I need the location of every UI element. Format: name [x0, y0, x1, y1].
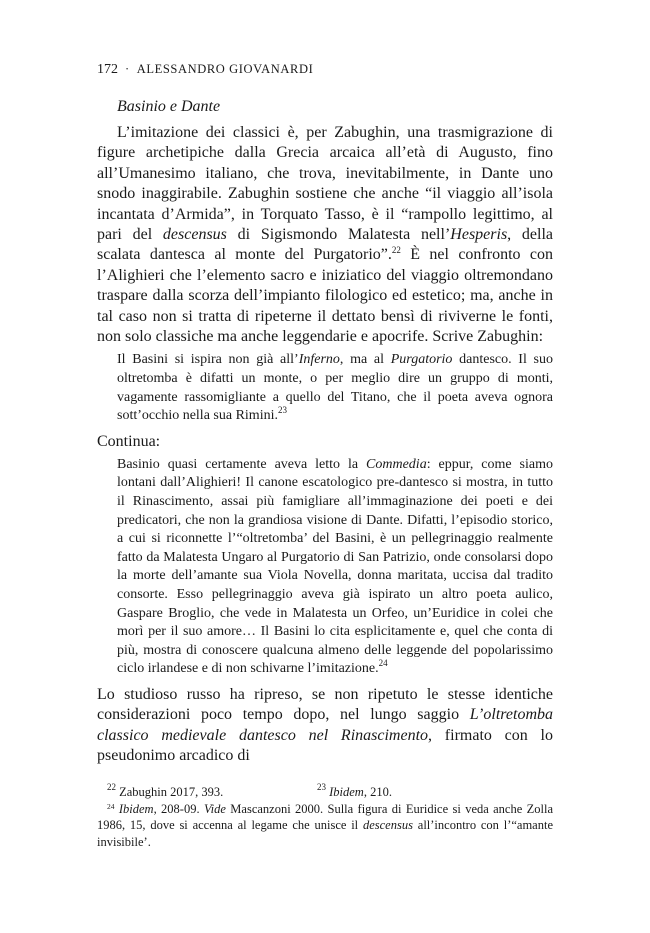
- footnote-row: [97, 784, 553, 801]
- footnote-23: [307, 784, 517, 801]
- text-run: di Sigismondo Malatesta nell’: [226, 226, 451, 244]
- text-run: dantesco. Il suo oltretomba è difatti un monte, o per meglio dire un gruppo di monti, vagamente rassomigliante a quello del Titano, che il poeta aveva ognora sott’occhio nella sua Rimini.: [117, 352, 553, 424]
- italic-term: Ibidem: [118, 801, 154, 816]
- footnote-24: [97, 801, 553, 851]
- italic-term: Vide: [203, 801, 226, 816]
- page-number: 172: [97, 62, 118, 77]
- body-text: [97, 97, 553, 767]
- text-run: Lo studioso russo ha ripreso, se non ripetuto le stesse identiche considerazioni poco tempo dopo, nel lungo saggio: [97, 685, 553, 724]
- text-run: L’imitazione dei classici è, per Zabughin, una trasmigrazione di figure archetipiche dalla Grecia arcaica all’età di Augusto, fino all’Umanesimo italiano, che trova, inevitabilmente, in Dante uno snodo inaggirabile. Zabughin sostiene che anche “il viaggio all’isola incantata d’Armida”, in Torquato Tasso, è il “rampollo legittimo, al pari del: [97, 124, 553, 244]
- running-header: [97, 62, 313, 78]
- block-quote-2: [117, 456, 553, 679]
- italic-term: descensus: [362, 818, 413, 832]
- footnote-number: 24: [107, 801, 115, 811]
- italic-term: descensus: [162, 226, 227, 244]
- footnote-text: , 208-09.: [153, 801, 204, 816]
- footnotes: [97, 784, 553, 850]
- footnote-ref-23[interactable]: 23: [277, 405, 287, 416]
- footnote-number: 22: [107, 782, 116, 792]
- header-author: ALESSANDRO GIOVANARDI: [136, 62, 314, 76]
- text-run: , firmato con lo pseudonimo arcadico di: [97, 726, 554, 765]
- text-run: Il Basini si ispira non già all’: [117, 352, 299, 368]
- footnote-22: [97, 784, 307, 801]
- italic-term: Inferno: [298, 352, 340, 368]
- text-run: : eppur, come siamo lontani dall’Alighieri! Il canone escatologico pre-dantesco si mostra, in tutto il Rinascimento, assai più famigliare all’immaginazione dei poeti e dei predicatori, che non la grandiosa visione di Dante. Difatti, l’episodio storico, a cui si riconnette l’“oltretomba’ del Basini, è un pellegrinaggio realmente fatto da Malatesta Ungaro al Purgatorio di San Patrizio, onde consolarsi dopo la morte dell’amante sua Viola Novella, donna maritata, uccisa dal tradito consorte. Esso pellegrinaggio aveva già ispirato un altro poeta aulico, Gaspare Broglio, che vede in Malatesta un Orfeo, un’Euridice in colei che morì per il suo amore… Il Basini lo cita esplicitamente e, quel che conta di più, mostra di conoscere qualcuna almeno delle leggende del popolarissimo ciclo irlandese e di non schivarne l’imitazione.: [117, 456, 554, 677]
- section-title: Basinio e Dante: [117, 98, 221, 115]
- continua-label: Continua:: [97, 432, 161, 450]
- italic-term: Hesperis: [450, 226, 508, 244]
- footnote-text: all’incontro con l’“amante invisibile’.: [97, 818, 554, 849]
- italic-term: Commedia: [366, 456, 427, 472]
- footnote-ref-22[interactable]: 22: [391, 245, 401, 256]
- text-run: , della scalata dantesca al monte del Purgatorio”.: [97, 226, 554, 264]
- italic-title: L’oltretomba classico medievale dantesco nel Rinascimento: [97, 706, 553, 744]
- paragraph-2: [97, 685, 553, 767]
- footnote-text: , 210.: [363, 785, 392, 799]
- header-separator: ·: [125, 62, 130, 76]
- paragraph-1: [97, 123, 553, 347]
- footnote-number: 23: [317, 782, 326, 792]
- italic-term: Purgatorio: [390, 352, 453, 368]
- text-run: È nel confronto con l’Alighieri che l’elemento sacro e iniziatico del viaggio oltremondano traspare dalla scorza dell’impianto filologico ed estetico; ma, anche in tal caso non si tratta di ripeterne il dettato bensì di riviverne le fonti, non solo classiche ma anche leggendarie e apocrife. Scrive Zabughin:: [97, 246, 554, 346]
- footnote-text: Mascanzoni 2000. Sulla figura di Euridice si veda anche Zolla 1986, 15, dove si accenna al legame che unisce il: [97, 801, 554, 832]
- text-run: Basinio quasi certamente aveva letto la: [117, 456, 367, 472]
- footnote-text: Zabughin 2017, 393.: [116, 785, 224, 799]
- italic-term: Ibidem: [329, 785, 364, 799]
- footnote-ref-24[interactable]: 24: [378, 658, 388, 669]
- text-run: , ma al: [339, 352, 391, 368]
- block-quote-1: [117, 351, 553, 425]
